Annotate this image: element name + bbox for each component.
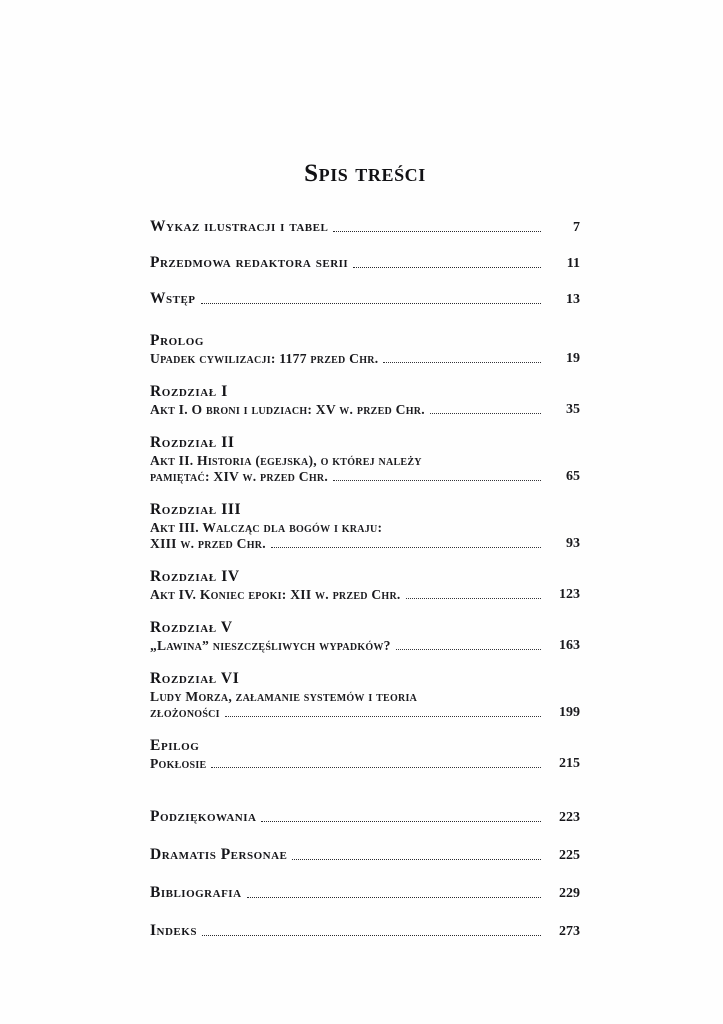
- toc-entry-page: 225: [559, 848, 580, 863]
- toc-entry-label: Dramatis Personae: [150, 846, 288, 863]
- chapter-heading: Rozdział III: [150, 501, 242, 518]
- dot-leader: [383, 361, 541, 363]
- dot-leader: [292, 858, 541, 860]
- chapter-heading: Rozdział II: [150, 434, 235, 451]
- toc-entry-label: Podziękowania: [150, 808, 257, 825]
- dot-leader: [201, 302, 541, 304]
- toc-entry-label: Przedmowa redaktora serii: [150, 254, 349, 271]
- toc-entry-page: 13: [566, 292, 580, 307]
- toc-entry[interactable]: [150, 290, 580, 308]
- toc-entry[interactable]: [150, 254, 580, 272]
- dot-leader: [430, 412, 541, 414]
- toc-entry[interactable]: [150, 884, 580, 902]
- toc-chapter-3[interactable]: [150, 501, 580, 552]
- toc-entry[interactable]: [150, 922, 580, 940]
- dot-leader: [396, 648, 541, 650]
- chapter-subtitle: Akt II. Historia (egejska), o której należy: [150, 453, 422, 468]
- dot-leader: [225, 715, 541, 717]
- chapter-subtitle-line2: pamiętać: XIV w. przed Chr.: [150, 469, 329, 484]
- toc-entry[interactable]: [150, 218, 580, 236]
- chapter-subtitle-row[interactable]: [150, 756, 580, 772]
- chapter-subtitle-row[interactable]: [150, 689, 580, 721]
- toc-chapter-4[interactable]: [150, 568, 580, 603]
- chapter-heading: Rozdział IV: [150, 568, 240, 585]
- chapter-subtitle-second-line-row: [150, 469, 580, 485]
- chapter-page: 65: [566, 469, 580, 484]
- toc-chapter-prolog[interactable]: [150, 332, 580, 367]
- page-title: Spis treści: [304, 160, 426, 187]
- toc-chapter-epilog[interactable]: [150, 737, 580, 772]
- dot-leader: [202, 934, 541, 936]
- toc-entry-label: Bibliografia: [150, 884, 242, 901]
- toc-entry-label: Wykaz ilustracji i tabel: [150, 218, 329, 235]
- chapter-page: 93: [566, 536, 580, 551]
- toc-entry-page: 223: [559, 810, 580, 825]
- chapter-subtitle-row[interactable]: [150, 402, 580, 418]
- dot-leader: [353, 266, 541, 268]
- chapter-subtitle-second-line-row: [150, 705, 580, 721]
- dot-leader: [333, 230, 541, 232]
- toc-entry-label: Indeks: [150, 922, 197, 939]
- chapter-subtitle: Akt III. Walcząc dla bogów i kraju:: [150, 520, 383, 535]
- toc-entry-page: 229: [559, 886, 580, 901]
- dot-leader: [271, 546, 541, 548]
- chapter-page: 35: [566, 402, 580, 417]
- chapter-list: [150, 332, 580, 772]
- chapter-subtitle: Akt I. O broni i ludziach: XV w. przed Chr.: [150, 402, 425, 417]
- table-of-contents: [150, 160, 580, 960]
- dot-leader: [406, 597, 541, 599]
- chapter-subtitle-row[interactable]: [150, 520, 580, 552]
- chapter-subtitle: „Lawina” nieszczęśliwych wypadków?: [150, 638, 391, 653]
- toc-entry-label: Wstęp: [150, 290, 196, 307]
- toc-chapter-2[interactable]: [150, 434, 580, 485]
- chapter-subtitle: Pokłosie: [150, 756, 207, 771]
- chapter-heading: Rozdział I: [150, 383, 228, 400]
- chapter-page: 215: [559, 756, 580, 771]
- chapter-subtitle-row[interactable]: [150, 638, 580, 654]
- chapter-subtitle-line2: złożoności: [150, 705, 220, 720]
- chapter-heading: Rozdział V: [150, 619, 233, 636]
- chapter-heading: Prolog: [150, 332, 205, 349]
- toc-entry[interactable]: [150, 808, 580, 826]
- chapter-heading: Epilog: [150, 737, 200, 754]
- spacer: [150, 788, 580, 808]
- chapter-subtitle-row[interactable]: [150, 351, 580, 367]
- chapter-subtitle-line2: XIII w. przed Chr.: [150, 536, 266, 551]
- dot-leader: [247, 896, 541, 898]
- toc-entry-page: 7: [573, 220, 580, 235]
- chapter-subtitle: Ludy Morza, załamanie systemów i teoria: [150, 689, 418, 704]
- chapter-subtitle-row[interactable]: [150, 453, 580, 485]
- toc-chapter-5[interactable]: [150, 619, 580, 654]
- chapter-page: 123: [559, 587, 580, 602]
- toc-entry[interactable]: [150, 846, 580, 864]
- dot-leader: [261, 820, 541, 822]
- chapter-subtitle: Upadek cywilizacji: 1177 przed Chr.: [150, 351, 379, 366]
- back-matter-list: [150, 808, 580, 940]
- toc-chapter-1[interactable]: [150, 383, 580, 418]
- toc-entry-page: 273: [559, 924, 580, 939]
- dot-leader: [333, 479, 541, 481]
- chapter-page: 19: [566, 351, 580, 366]
- chapter-subtitle: Akt IV. Koniec epoki: XII w. przed Chr.: [150, 587, 401, 602]
- chapter-heading: Rozdział VI: [150, 670, 240, 687]
- dot-leader: [211, 766, 541, 768]
- toc-entry-page: 11: [566, 256, 580, 271]
- chapter-page: 163: [559, 638, 580, 653]
- chapter-page: 199: [559, 705, 580, 720]
- front-matter-list: [150, 218, 580, 308]
- chapter-subtitle-row[interactable]: [150, 587, 580, 603]
- toc-chapter-6[interactable]: [150, 670, 580, 721]
- chapter-subtitle-second-line-row: [150, 536, 580, 552]
